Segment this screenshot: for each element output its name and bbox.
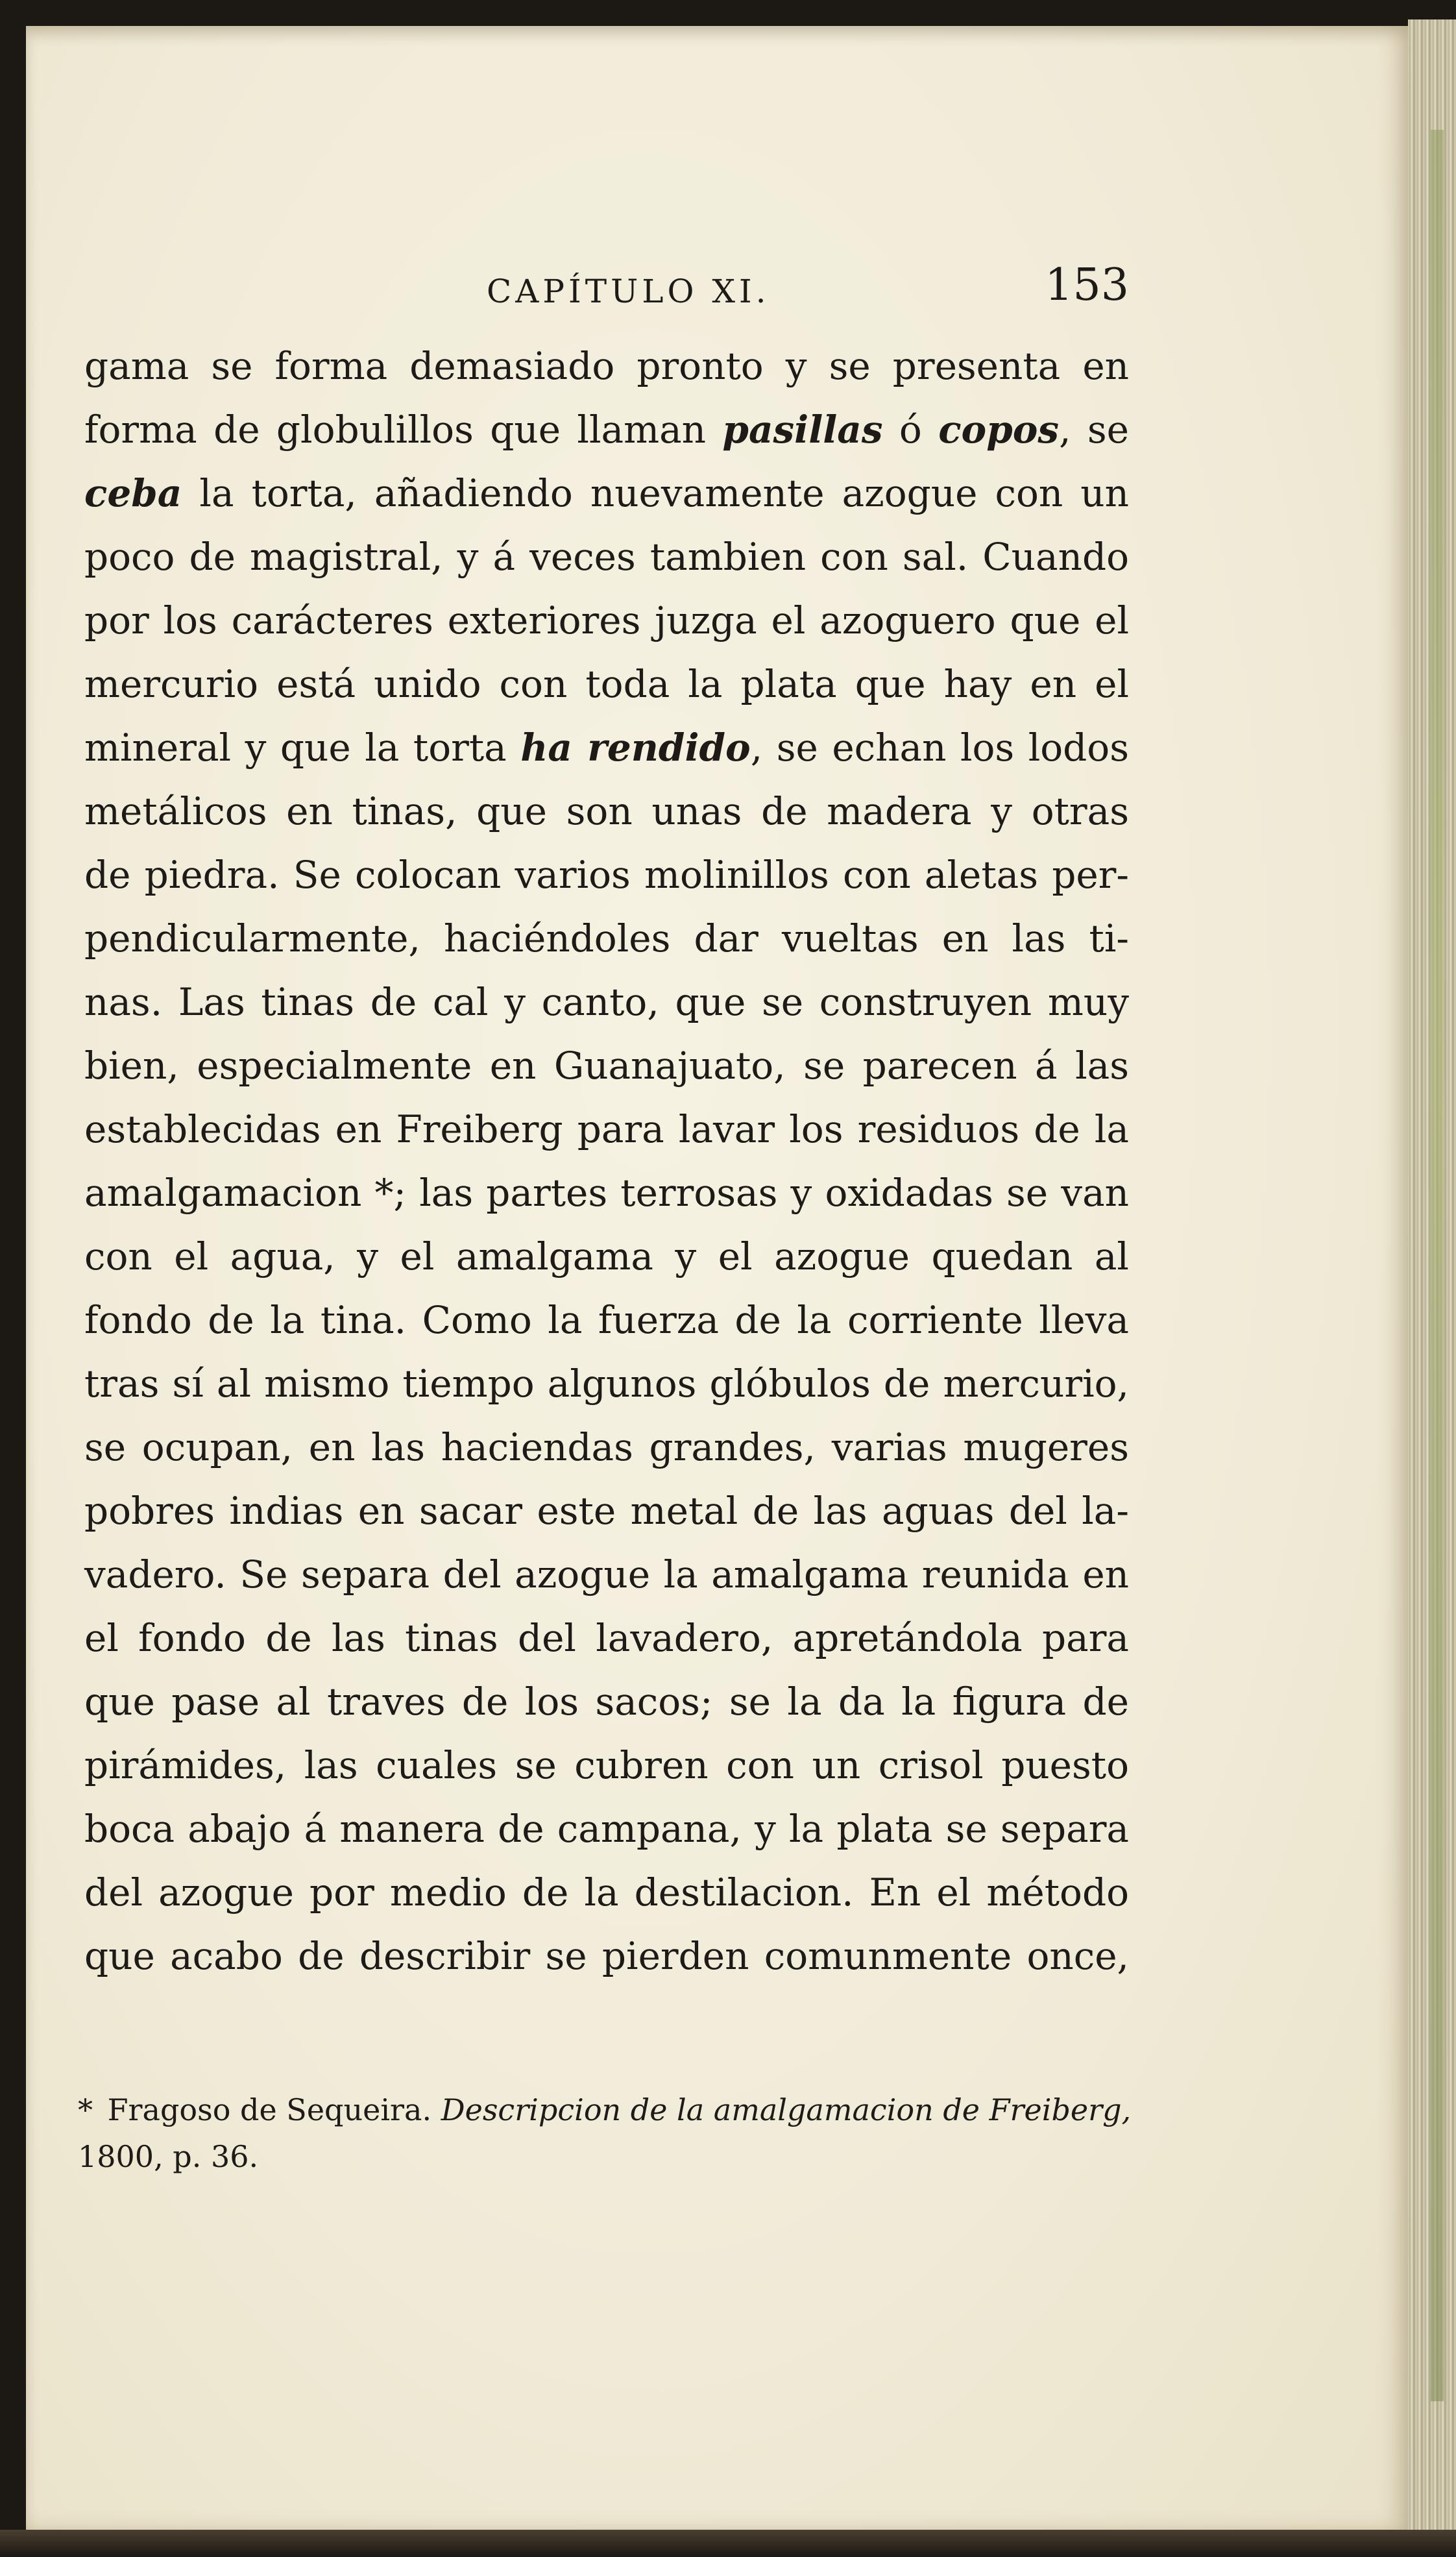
text-line: ceba la torta, añadiendo nuevamente azogue con un bbox=[84, 471, 1129, 515]
page-header bbox=[487, 260, 1129, 318]
text-line: de piedra. Se colocan varios molinillos con aletas per- bbox=[84, 853, 1129, 897]
text-line: que acabo de describir se pierden comunmente once, bbox=[84, 1934, 1129, 1978]
text-line: forma de globulillos que llaman pasillas ó copos, se bbox=[84, 408, 1129, 452]
page-number: 153 bbox=[1045, 260, 1129, 311]
text-line: boca abajo á manera de campana, y la plata se separa bbox=[84, 1807, 1129, 1851]
body-text bbox=[84, 334, 1129, 1988]
text-line: vadero. Se separa del azogue la amalgama reunida en bbox=[84, 1552, 1129, 1597]
text-line: poco de magistral, y á veces tambien con sal. Cuando bbox=[84, 535, 1129, 579]
text-line: por los carácteres exteriores juzga el azoguero que el bbox=[84, 598, 1129, 642]
footnote-line bbox=[78, 2133, 1129, 2180]
bottom-edge bbox=[0, 2530, 1456, 2557]
text-line: pendicularmente, haciéndoles dar vueltas en las ti- bbox=[84, 916, 1129, 960]
footnote-title: Descripcion de la amalgamacion de Freiberg, bbox=[441, 2092, 1132, 2127]
italic-term: pasillas bbox=[722, 408, 883, 452]
footnote-citation: 1800, p. 36. bbox=[78, 2139, 259, 2174]
text-line: que pase al traves de los sacos; se la da la figura de bbox=[84, 1680, 1129, 1724]
text-line: metálicos en tinas, que son unas de madera y otras bbox=[84, 789, 1129, 833]
footnote-author: Fragoso de Sequeira. bbox=[107, 2092, 432, 2127]
text-line: establecidas en Freiberg para lavar los residuos de la bbox=[84, 1107, 1129, 1151]
text-line: del azogue por medio de la destilacion. En el método bbox=[84, 1870, 1129, 1915]
text-line: nas. Las tinas de cal y canto, que se construyen muy bbox=[84, 980, 1129, 1024]
footnote-mark: * bbox=[78, 2092, 93, 2127]
text-line: fondo de la tina. Como la fuerza de la corriente lleva bbox=[84, 1298, 1129, 1342]
text-line: con el agua, y el amalgama y el azogue quedan al bbox=[84, 1234, 1129, 1278]
footnote bbox=[78, 2086, 1132, 2180]
text-line: pobres indias en sacar este metal de las aguas del la- bbox=[84, 1489, 1129, 1533]
italic-term: ha rendido bbox=[520, 726, 751, 770]
text-line: mercurio está unido con toda la plata que hay en el bbox=[84, 662, 1129, 706]
running-head: CAPÍTULO XI. bbox=[487, 273, 770, 310]
text-line: tras sí al mismo tiempo algunos glóbulos de mercurio, bbox=[84, 1362, 1129, 1406]
text-line: bien, especialmente en Guanajuato, se parecen á las bbox=[84, 1044, 1129, 1088]
text-line: gama se forma demasiado pronto y se presenta en bbox=[84, 344, 1129, 388]
italic-term: copos bbox=[938, 408, 1060, 452]
italic-term: ceba bbox=[84, 471, 182, 515]
text-line: pirámides, las cuales se cubren con un crisol puesto bbox=[84, 1743, 1129, 1787]
page-edge-tint bbox=[1431, 130, 1444, 2401]
footnote-line bbox=[78, 2086, 1132, 2133]
text-line: amalgamacion *; las partes terrosas y oxidadas se van bbox=[84, 1171, 1129, 1215]
text-line: mineral y que la torta ha rendido, se echan los lodos bbox=[84, 726, 1129, 770]
text-line: se ocupan, en las haciendas grandes, varias mugeres bbox=[84, 1425, 1129, 1469]
text-line: el fondo de las tinas del lavadero, apretándola para bbox=[84, 1616, 1129, 1660]
